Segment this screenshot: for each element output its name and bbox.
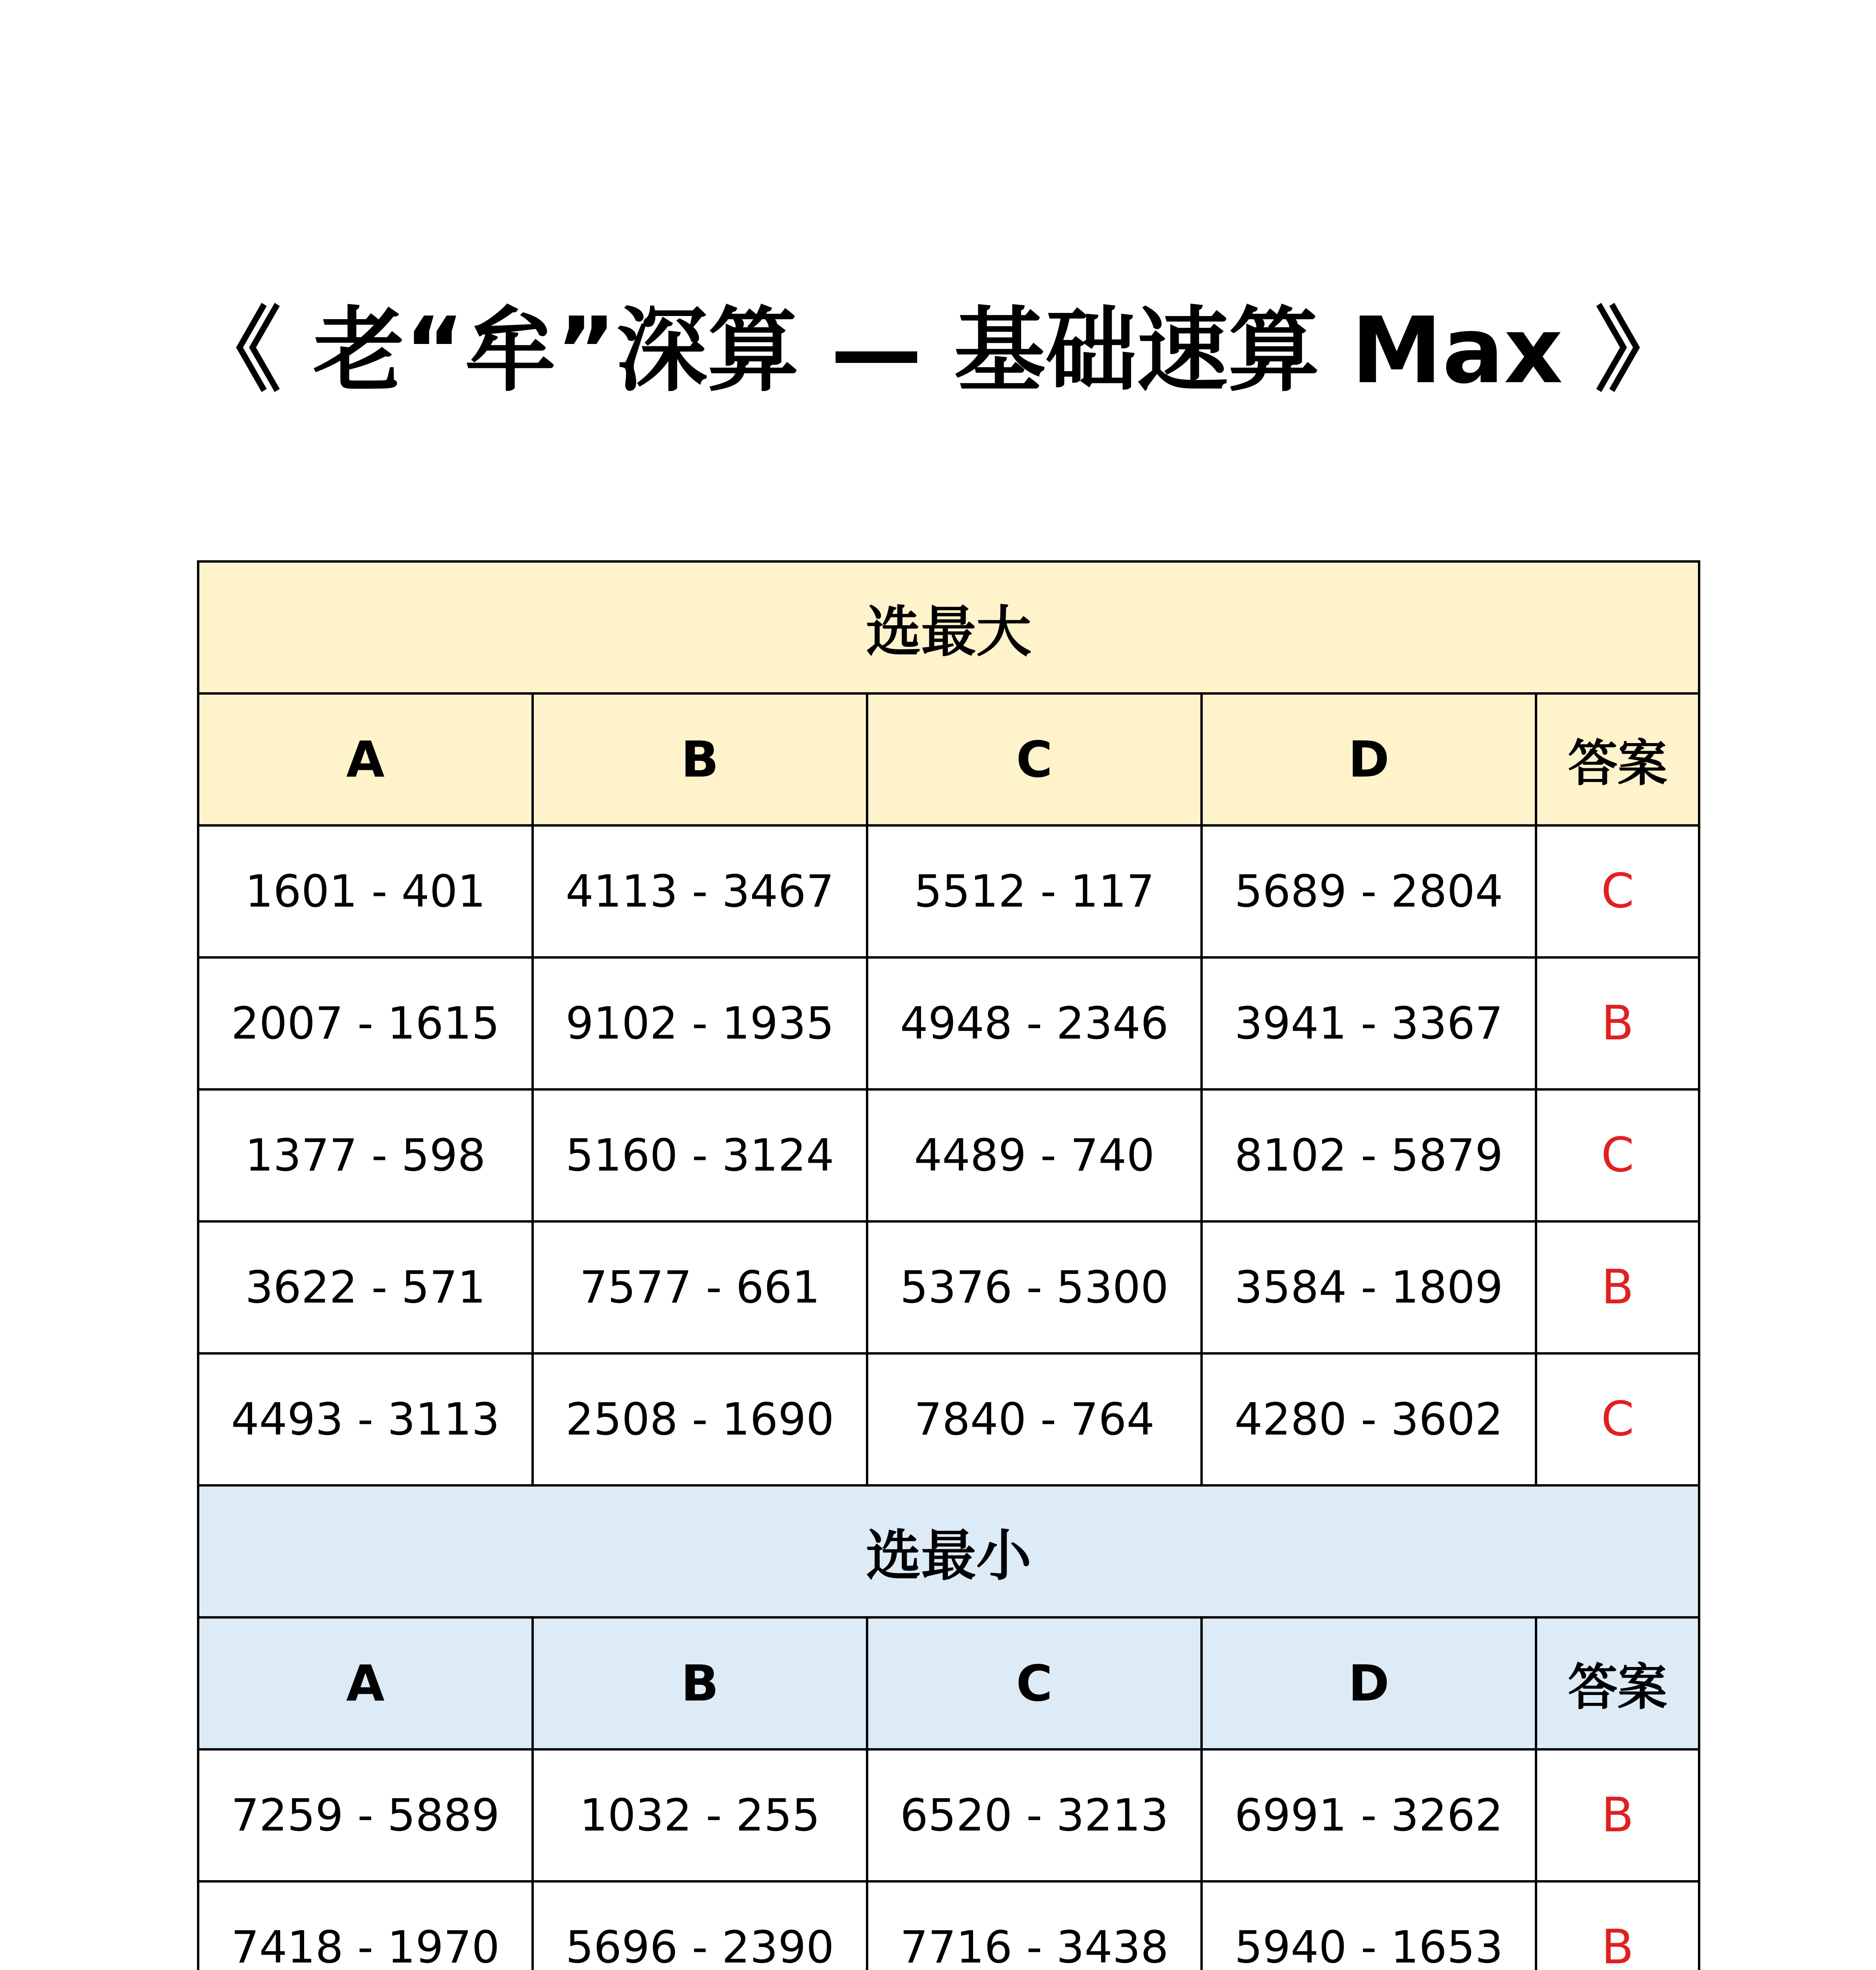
section-min: [198, 1485, 1699, 1970]
table-row: [198, 1749, 1699, 1881]
option-a-cell: 4493 - 3113: [198, 1353, 533, 1485]
option-b-cell: 5696 - 2390: [533, 1881, 867, 1970]
table-row: [198, 957, 1699, 1089]
option-d-cell: 3584 - 1809: [1202, 1221, 1536, 1353]
answer-cell: B: [1536, 1749, 1699, 1881]
option-a-cell: 1377 - 598: [198, 1089, 533, 1221]
option-b-cell: 5160 - 3124: [533, 1089, 867, 1221]
option-a-cell: 7259 - 5889: [198, 1749, 533, 1881]
option-a-cell: 7418 - 1970: [198, 1881, 533, 1970]
table-row: [198, 1089, 1699, 1221]
column-header-row: [198, 693, 1699, 825]
option-c-cell: 4489 - 740: [867, 1089, 1202, 1221]
column-header-d: D: [1202, 1617, 1536, 1749]
column-header-a: A: [198, 693, 533, 825]
page-title: 《 老“牟”深算 — 基础速算 Max 》: [190, 297, 1686, 404]
section-max: [198, 561, 1699, 1485]
option-b-cell: 1032 - 255: [533, 1749, 867, 1881]
option-c-cell: 5512 - 117: [867, 825, 1202, 957]
option-b-cell: 9102 - 1935: [533, 957, 867, 1089]
option-c-cell: 5376 - 5300: [867, 1221, 1202, 1353]
option-d-cell: 6991 - 3262: [1202, 1749, 1536, 1881]
option-d-cell: 5689 - 2804: [1202, 825, 1536, 957]
section-heading: 选最大: [198, 561, 1699, 693]
answer-cell: C: [1536, 1353, 1699, 1485]
table-row: [198, 825, 1699, 957]
option-c-cell: 4948 - 2346: [867, 957, 1202, 1089]
worksheet-table: [197, 560, 1700, 1970]
answer-cell: B: [1536, 957, 1699, 1089]
column-header-a: A: [198, 1617, 533, 1749]
option-d-cell: 5940 - 1653: [1202, 1881, 1536, 1970]
column-header-c: C: [867, 1617, 1202, 1749]
answer-cell: C: [1536, 1089, 1699, 1221]
option-a-cell: 3622 - 571: [198, 1221, 533, 1353]
option-d-cell: 3941 - 3367: [1202, 957, 1536, 1089]
option-a-cell: 2007 - 1615: [198, 957, 533, 1089]
column-header-answer: 答案: [1536, 1617, 1699, 1749]
option-c-cell: 6520 - 3213: [867, 1749, 1202, 1881]
option-d-cell: 8102 - 5879: [1202, 1089, 1536, 1221]
option-c-cell: 7840 - 764: [867, 1353, 1202, 1485]
option-b-cell: 2508 - 1690: [533, 1353, 867, 1485]
answer-cell: B: [1536, 1221, 1699, 1353]
table-row: [198, 1221, 1699, 1353]
option-a-cell: 1601 - 401: [198, 825, 533, 957]
option-d-cell: 4280 - 3602: [1202, 1353, 1536, 1485]
column-header-c: C: [867, 693, 1202, 825]
answer-cell: C: [1536, 825, 1699, 957]
column-header-b: B: [533, 693, 867, 825]
answer-cell: B: [1536, 1881, 1699, 1970]
section-heading: 选最小: [198, 1485, 1699, 1617]
column-header-row: [198, 1617, 1699, 1749]
column-header-answer: 答案: [1536, 693, 1699, 825]
table-row: [198, 1881, 1699, 1970]
option-b-cell: 7577 - 661: [533, 1221, 867, 1353]
column-header-b: B: [533, 1617, 867, 1749]
option-b-cell: 4113 - 3467: [533, 825, 867, 957]
table-row: [198, 1353, 1699, 1485]
option-c-cell: 7716 - 3438: [867, 1881, 1202, 1970]
column-header-d: D: [1202, 693, 1536, 825]
